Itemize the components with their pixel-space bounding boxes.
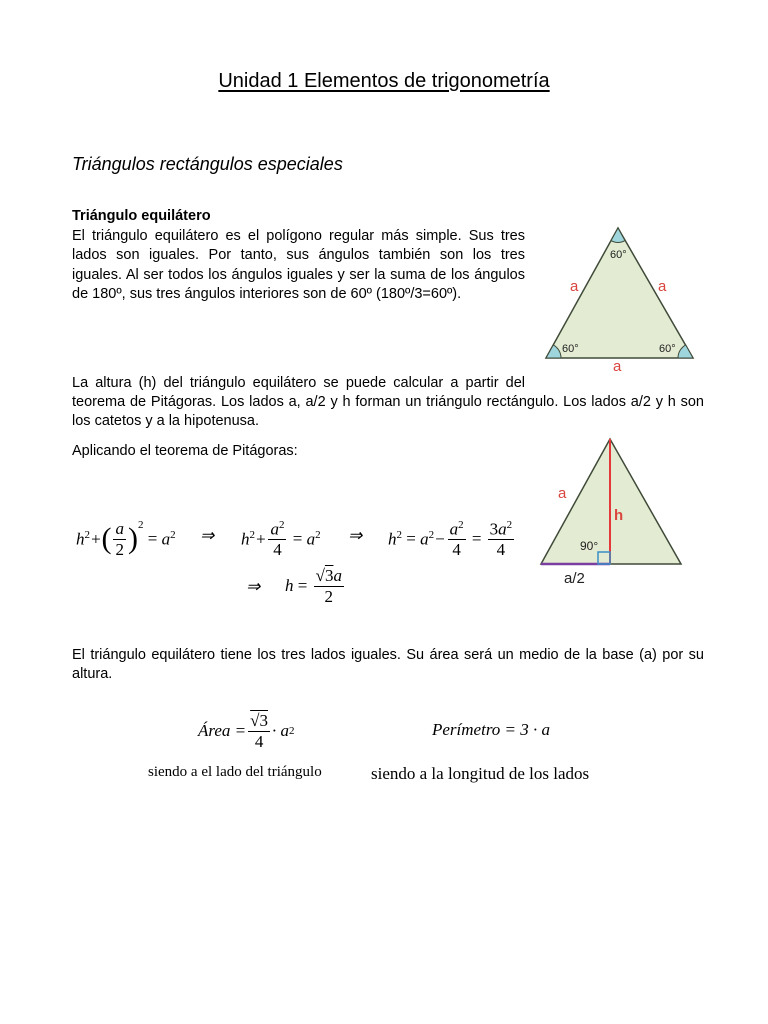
side-label-right: a — [658, 278, 667, 295]
paragraph-line: de 180º, sus tres ángulos interiores son de 60º (180º/3=60º). — [72, 286, 462, 303]
paragraph-line: lados son iguales. Por tanto, sus ángulos también son los tres — [72, 247, 525, 264]
area-caption: siendo a el lado del triángulo — [148, 764, 322, 780]
area-tail: · a — [271, 721, 289, 740]
paragraph-pythagoras: Aplicando el teorema de Pitágoras: — [72, 443, 298, 459]
area-formula: Área = $\frac{√3}{4}$ · a 2 — [198, 710, 295, 751]
perimeter-caption: siendo a la longitud de los lados — [371, 764, 590, 783]
formula-step-1: $h^2+$ ( $\frac{a}{2}$ ) 2 = $a^2$ — [76, 518, 176, 559]
paragraph-height-line1: La altura (h) del triángulo equilátero se puede calcular a partir del — [72, 375, 525, 391]
subsection-title: Triángulo equilátero — [72, 208, 211, 224]
side-label-left: a — [570, 278, 579, 295]
area-numerator: √3 — [250, 710, 268, 730]
angle-label-left: 60° — [562, 343, 579, 355]
implies-3: ⇒ — [246, 577, 261, 596]
paragraph-line: El triángulo equilátero es el polígono regular más simple. Sus tres — [72, 228, 525, 244]
perimeter-formula: Perímetro = 3 · a — [432, 720, 551, 739]
section-title: Triángulos rectángulos especiales — [72, 154, 343, 174]
side-label-bottom: a — [613, 358, 622, 372]
formula-step-3: $h^2$ = $a^2-$ $\frac{a^2}{4}$ = $\frac{3a^2}{4}$ — [388, 518, 513, 559]
equilateral-triangle-figure — [538, 222, 703, 372]
paragraph-height-rest: teorema de Pitágoras. Los lados a, a/2 y h forman un triángulo rectángulo. Los lados a/2 y h son los catetos y a la hipotenusa. — [72, 394, 704, 430]
height-label: h — [614, 507, 624, 524]
angle-label-top: 60° — [610, 249, 627, 261]
angle-label-right: 60° — [659, 343, 676, 355]
formula-step-2: $h^2+$ $\frac{a^2}{4}$ = $a^2$ — [241, 518, 321, 559]
triangle-shape — [546, 228, 693, 358]
right-angle-label: 90° — [580, 539, 599, 553]
area-denominator: 4 — [254, 731, 264, 751]
paragraph-line: iguales. Al ser todos los ángulos iguales y ser la suma de los ángulos — [72, 266, 525, 283]
formula-step-4: h = $\frac{√3a}{2}$ — [285, 565, 342, 606]
implies-2: ⇒ — [348, 526, 363, 545]
half-base-label: a/2 — [564, 570, 585, 587]
page-title: Unidad 1 Elementos de trigonometría — [218, 70, 550, 92]
paragraph-area: El triángulo equilátero tiene los tres lados iguales. Su área será un medio de la base (a) por su altura. — [72, 647, 704, 683]
implies-1: ⇒ — [200, 526, 215, 545]
area-label: Área = — [198, 721, 247, 740]
paragraph-intro — [72, 227, 525, 305]
height-triangle-figure — [538, 435, 688, 590]
hypotenuse-label: a — [558, 485, 567, 502]
